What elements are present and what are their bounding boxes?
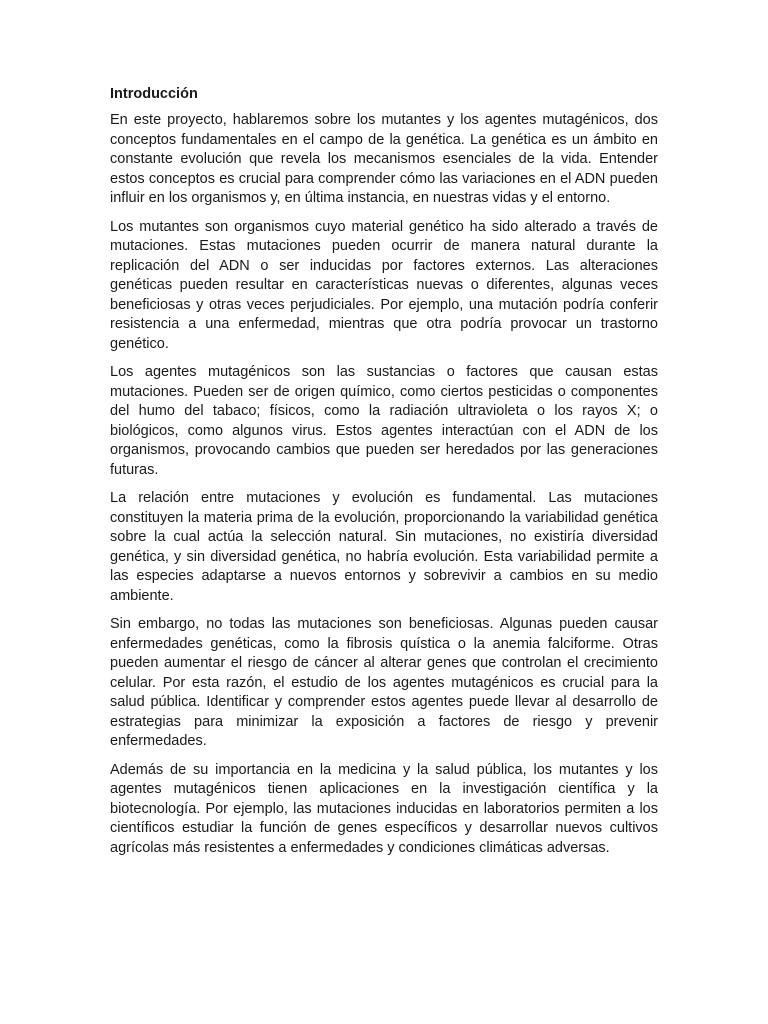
paragraph-mutants: Los mutantes son organismos cuyo material genético ha sido alterado a través de mutaciones. Estas mutaciones pueden ocurrir de manera natural durante la replicación del ADN o ser inducidas por factores externos. Las alteraciones genéticas pueden resultar en características nuevas o diferentes, algunas veces beneficiosas y otras veces perjudiciales. Por ejemplo, una mutación podría conferir resistencia a una enfermedad, mientras que otra podría provocar un trastorno genético. xyxy=(110,218,658,352)
paragraph-intro: En este proyecto, hablaremos sobre los mutantes y los agentes mutagénicos, dos conceptos fundamentales en el campo de la genética. La genética es un ámbito en constante evolución que revela los mecanismos esenciales de la vida. Entender estos conceptos es crucial para comprender cómo las variaciones en el ADN pueden influir en los organismos y, en última instancia, en nuestras vidas y el entorno. xyxy=(110,112,658,206)
section-heading: Introducción xyxy=(110,86,198,102)
paragraph-mutagenic-agents: Los agentes mutagénicos son las sustancias o factores que causan estas mutaciones. Pueden ser de origen químico, como ciertos pesticidas o componentes del humo del tabaco; físicos, como la radiación ultravioleta o los rayos X; o biológicos, como algunos virus. Estos agentes interactúan con el ADN de los organismos, provocando cambios que pueden ser heredados por las generaciones futuras. xyxy=(110,364,658,478)
paragraph-evolution: La relación entre mutaciones y evolución es fundamental. Las mutaciones constituyen la materia prima de la evolución, proporcionando la variabilidad genética sobre la cual actúa la selección natural. Sin mutaciones, no existiría diversidad genética, y sin diversidad genética, no habría evolución. Esta variabilidad permite a las especies adaptarse a nuevos entornos y sobrevivir a cambios en su medio ambiente. xyxy=(110,490,658,604)
paragraph-applications: Además de su importancia en la medicina y la salud pública, los mutantes y los agentes mutagénicos tienen aplicaciones en la investigación científica y la biotecnología. Por ejemplo, las mutaciones inducidas en laboratorios permiten a los científicos estudiar la función de genes específicos y desarrollar nuevos cultivos agrícolas más resistentes a enfermedades y condiciones climáticas adversas. xyxy=(110,761,658,856)
paragraph-diseases: Sin embargo, no todas las mutaciones son beneficiosas. Algunas pueden causar enfermedades genéticas, como la fibrosis quística o la anemia falciforme. Otras pueden aumentar el riesgo de cáncer al alterar genes que controlan el crecimiento celular. Por esta razón, el estudio de los agentes mutagénicos es crucial para la salud pública. Identificar y comprender estos agentes puede llevar al desarrollo de estrategias para minimizar la exposición a factores de riesgo y prevenir enfermedades. xyxy=(110,616,658,749)
